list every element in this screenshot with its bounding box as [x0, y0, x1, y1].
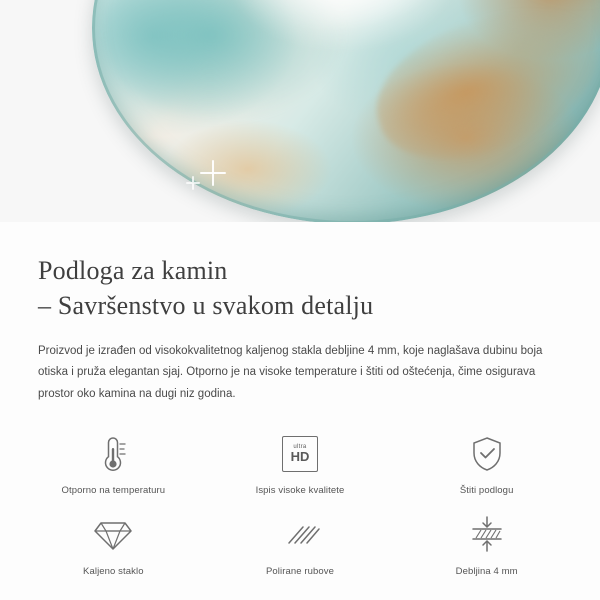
feature-grid — [0, 431, 600, 577]
feature-label: Kaljeno staklo — [83, 565, 144, 577]
headline-line-2: – Savršenstvo u svakom detalju — [38, 290, 374, 320]
thickness-icon — [402, 512, 572, 558]
feature-temperature-resistant — [28, 431, 198, 496]
diamond-icon — [28, 512, 198, 558]
feature-label: Debljina 4 mm — [455, 565, 518, 577]
page-title — [38, 254, 562, 323]
hero-image — [0, 0, 600, 222]
text-content — [0, 222, 600, 405]
description-paragraph: Proizvod je izrađen od visokokvalitetnog kaljenog stakla debljine 4 mm, koje naglašava dubinu boja otiska i pruža elegantan sjaj. Otporno je na visoke temperature i štiti od oštećenja, čime osigurava prostor oko kamina na dugi niz godina. — [38, 345, 543, 400]
feature-thickness — [402, 512, 572, 577]
shield-check-icon — [402, 431, 572, 477]
feature-polished-edges — [215, 512, 385, 577]
polished-edges-icon — [215, 512, 385, 558]
thermometer-icon — [28, 431, 198, 477]
round-glass-mat-image — [92, 0, 600, 222]
feature-tempered-glass — [28, 512, 198, 577]
feature-label: Ispis visoke kvalitete — [255, 484, 345, 496]
feature-label: Polirane rubove — [265, 565, 334, 577]
feature-label: Štiti podlogu — [459, 484, 514, 496]
feature-label: Otporno na temperaturu — [61, 484, 166, 496]
ultra-hd-badge-top: ultra — [293, 443, 307, 450]
feature-protects-surface — [402, 431, 572, 496]
ultra-hd-icon — [215, 431, 385, 477]
feature-high-quality-print — [215, 431, 385, 496]
headline-line-1: Podloga za kamin — [38, 256, 228, 285]
ultra-hd-badge-bottom: HD — [290, 448, 310, 464]
